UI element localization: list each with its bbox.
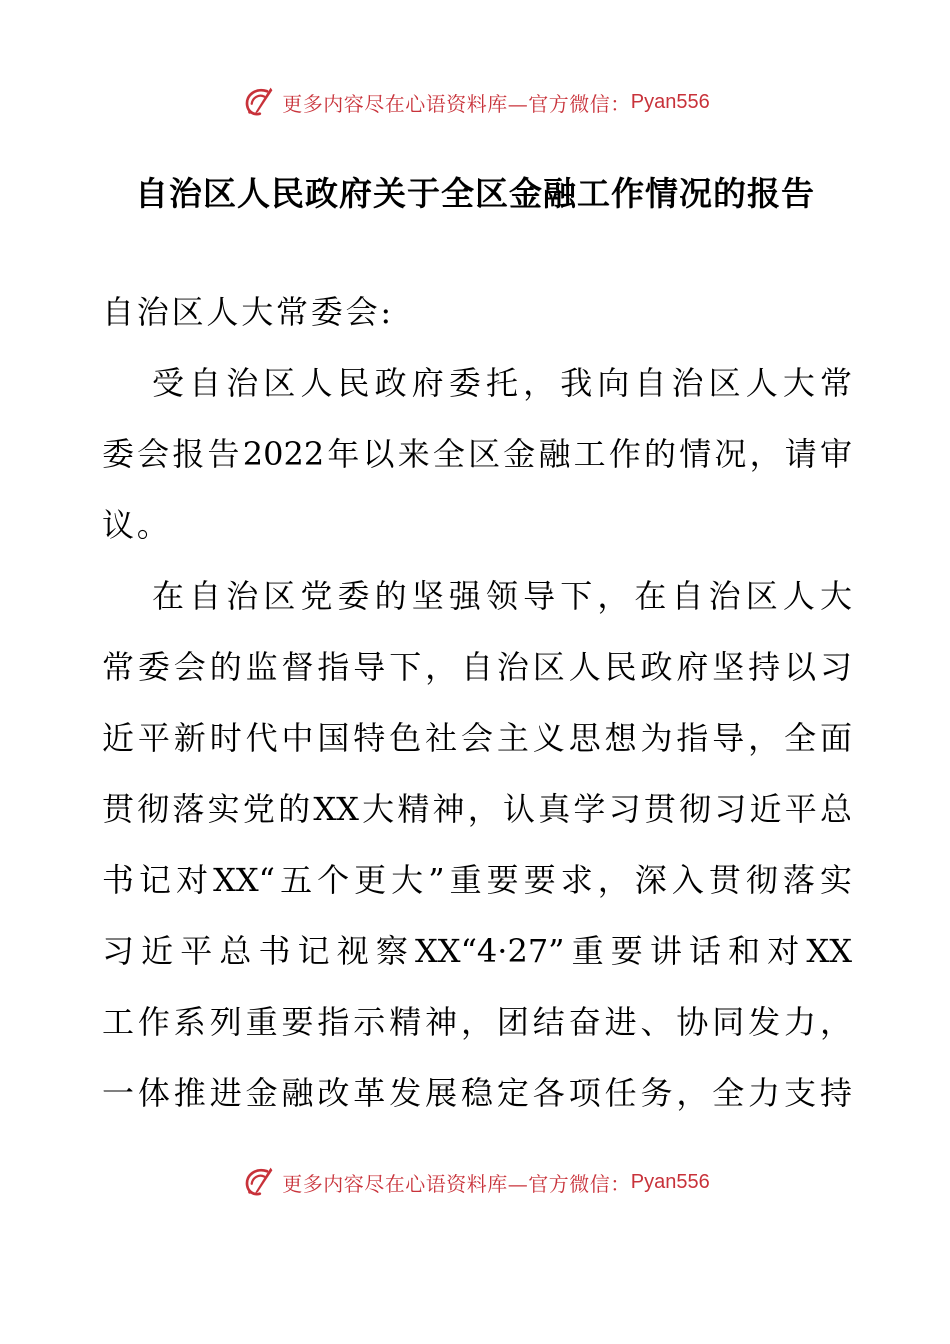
paragraph-line: 受自治区人民政府委托，我向自治区人大常 [152, 364, 852, 402]
banner-contact: Pyan556 [630, 1170, 710, 1193]
paragraph-line: 委会报告2022年以来全区金融工作的情况，请审 [102, 435, 852, 473]
banner-text: 更多内容尽在心语资料库—官方微信： [282, 91, 631, 116]
quill-swirl-logo-icon [240, 1164, 276, 1200]
header-banner [0, 80, 950, 124]
document-body [102, 282, 852, 1134]
paragraph-line: 习近平总书记视察XX“4·27”重要讲话和对XX [102, 932, 852, 970]
footer-banner [0, 1160, 950, 1204]
banner-text: 更多内容尽在心语资料库—官方微信： [282, 1171, 631, 1196]
paragraph-line: 近平新时代中国特色社会主义思想为指导，全面 [102, 719, 852, 757]
quill-swirl-logo-icon [240, 84, 276, 120]
document-title: 自治区人民政府关于全区金融工作情况的报告 [135, 174, 815, 213]
paragraph-line: 议。 [102, 506, 172, 544]
paragraph-line: 常委会的监督指导下，自治区人民政府坚持以习 [102, 648, 852, 686]
banner-contact: Pyan556 [630, 90, 710, 113]
paragraph-line: 书记对XX“五个更大”重要要求，深入贯彻落实 [102, 861, 852, 899]
paragraph-line: 在自治区党委的坚强领导下，在自治区人大 [152, 577, 852, 615]
paragraph-line: 工作系列重要指示精神，团结奋进、协同发力， [102, 1003, 852, 1041]
paragraph-line: 一体推进金融改革发展稳定各项任务，全力支持 [102, 1074, 852, 1112]
paragraph-line: 贯彻落实党的XX大精神，认真学习贯彻习近平总 [102, 790, 852, 828]
salutation: 自治区人大常委会: [102, 293, 394, 331]
